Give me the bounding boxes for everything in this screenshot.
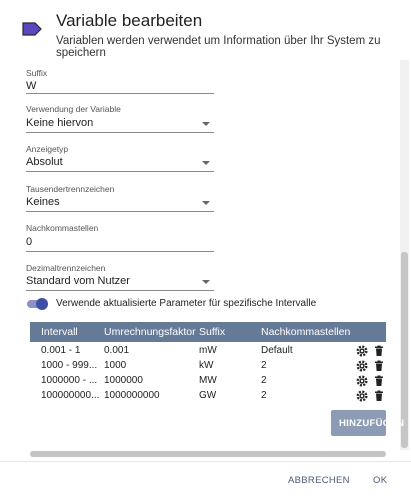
cell-factor: 0.001	[104, 345, 130, 356]
decimals-underline	[26, 251, 214, 252]
table-row[interactable]	[30, 344, 386, 359]
gear-icon[interactable]	[356, 360, 368, 372]
interval-params-label: Verwende aktualisierte Parameter für spezifische Intervalle	[56, 298, 317, 309]
trash-icon[interactable]	[373, 375, 385, 387]
cell-decimals: 2	[261, 360, 267, 371]
tag-icon	[22, 22, 42, 36]
col-factor[interactable]: Umrechnungsfaktor	[104, 326, 196, 338]
usage-select[interactable]	[26, 104, 214, 132]
add-button[interactable]	[331, 410, 405, 436]
display-type-underline	[26, 171, 214, 172]
display-type-select[interactable]	[26, 144, 214, 172]
cell-interval: 1000000 - ...	[41, 375, 98, 386]
cell-suffix: GW	[199, 390, 217, 401]
chevron-down-icon[interactable]	[202, 280, 210, 284]
toggle-knob	[36, 298, 48, 310]
ok-button[interactable]: OK	[373, 475, 388, 486]
display-type-label: Anzeigetyp	[26, 144, 69, 154]
usage-underline	[26, 132, 214, 133]
suffix-label: Suffix	[26, 68, 48, 78]
table-header	[30, 322, 386, 342]
cell-suffix: MW	[199, 375, 217, 386]
interval-table	[30, 322, 386, 404]
trash-icon[interactable]	[373, 345, 385, 357]
table-row[interactable]	[30, 359, 386, 374]
table-row[interactable]	[30, 389, 386, 404]
cell-factor: 1000000	[104, 375, 143, 386]
col-suffix[interactable]: Suffix	[199, 326, 226, 338]
cell-interval: 0.001 - 1	[41, 345, 81, 356]
cell-decimals: Default	[261, 345, 293, 356]
gear-icon[interactable]	[356, 345, 368, 357]
decimal-separator-value[interactable]: Standard vom Nutzer	[26, 275, 130, 287]
interval-params-toggle[interactable]	[27, 298, 47, 310]
cell-decimals: 2	[261, 390, 267, 401]
suffix-input[interactable]: W	[26, 80, 37, 92]
dialog-subtitle: Variablen werden verwendet um Information über Ihr System zu speichern	[56, 35, 381, 59]
display-type-value[interactable]: Absolut	[26, 156, 63, 168]
thousands-separator-value[interactable]: Keines	[26, 196, 60, 208]
cell-factor: 1000000000	[104, 390, 160, 401]
usage-label: Verwendung der Variable	[26, 104, 121, 114]
trash-icon[interactable]	[373, 360, 385, 372]
chevron-down-icon[interactable]	[202, 122, 210, 126]
thousands-separator-select[interactable]	[26, 184, 214, 212]
decimals-input[interactable]: 0	[26, 236, 33, 248]
add-button-label: HINZUFÜGEN	[339, 418, 405, 429]
thousands-separator-label: Tausendertrennzeichen	[26, 184, 115, 194]
table-row[interactable]	[30, 374, 386, 389]
trash-icon[interactable]	[373, 390, 385, 402]
chevron-down-icon[interactable]	[202, 161, 210, 165]
usage-value[interactable]: Keine hiervon	[26, 117, 94, 129]
col-interval[interactable]: Intervall	[41, 326, 78, 338]
suffix-field[interactable]	[26, 68, 214, 94]
gear-icon[interactable]	[356, 390, 368, 402]
horizontal-scrollbar[interactable]	[30, 451, 386, 457]
cell-decimals: 2	[261, 375, 267, 386]
cell-factor: 1000	[104, 360, 127, 371]
cell-interval: 100000000...	[41, 390, 100, 401]
decimal-separator-select[interactable]	[26, 263, 214, 291]
suffix-underline	[26, 93, 214, 94]
dialog-footer	[0, 461, 411, 499]
dialog-title: Variable bearbeiten	[56, 11, 203, 30]
col-decimals[interactable]: Nachkommastellen	[261, 326, 351, 338]
cell-suffix: mW	[199, 345, 217, 356]
cell-interval: 1000 - 999...	[41, 360, 98, 371]
decimals-label: Nachkommastellen	[26, 223, 99, 233]
decimals-field[interactable]	[26, 223, 214, 251]
chevron-down-icon[interactable]	[202, 201, 210, 205]
dialog-header	[0, 0, 411, 59]
decimal-separator-label: Dezimaltrennzeichen	[26, 263, 106, 273]
thousands-separator-underline	[26, 211, 214, 212]
gear-icon[interactable]	[356, 375, 368, 387]
cancel-button[interactable]: ABBRECHEN	[288, 475, 350, 486]
decimal-separator-underline	[26, 290, 214, 291]
cell-suffix: kW	[199, 360, 214, 371]
